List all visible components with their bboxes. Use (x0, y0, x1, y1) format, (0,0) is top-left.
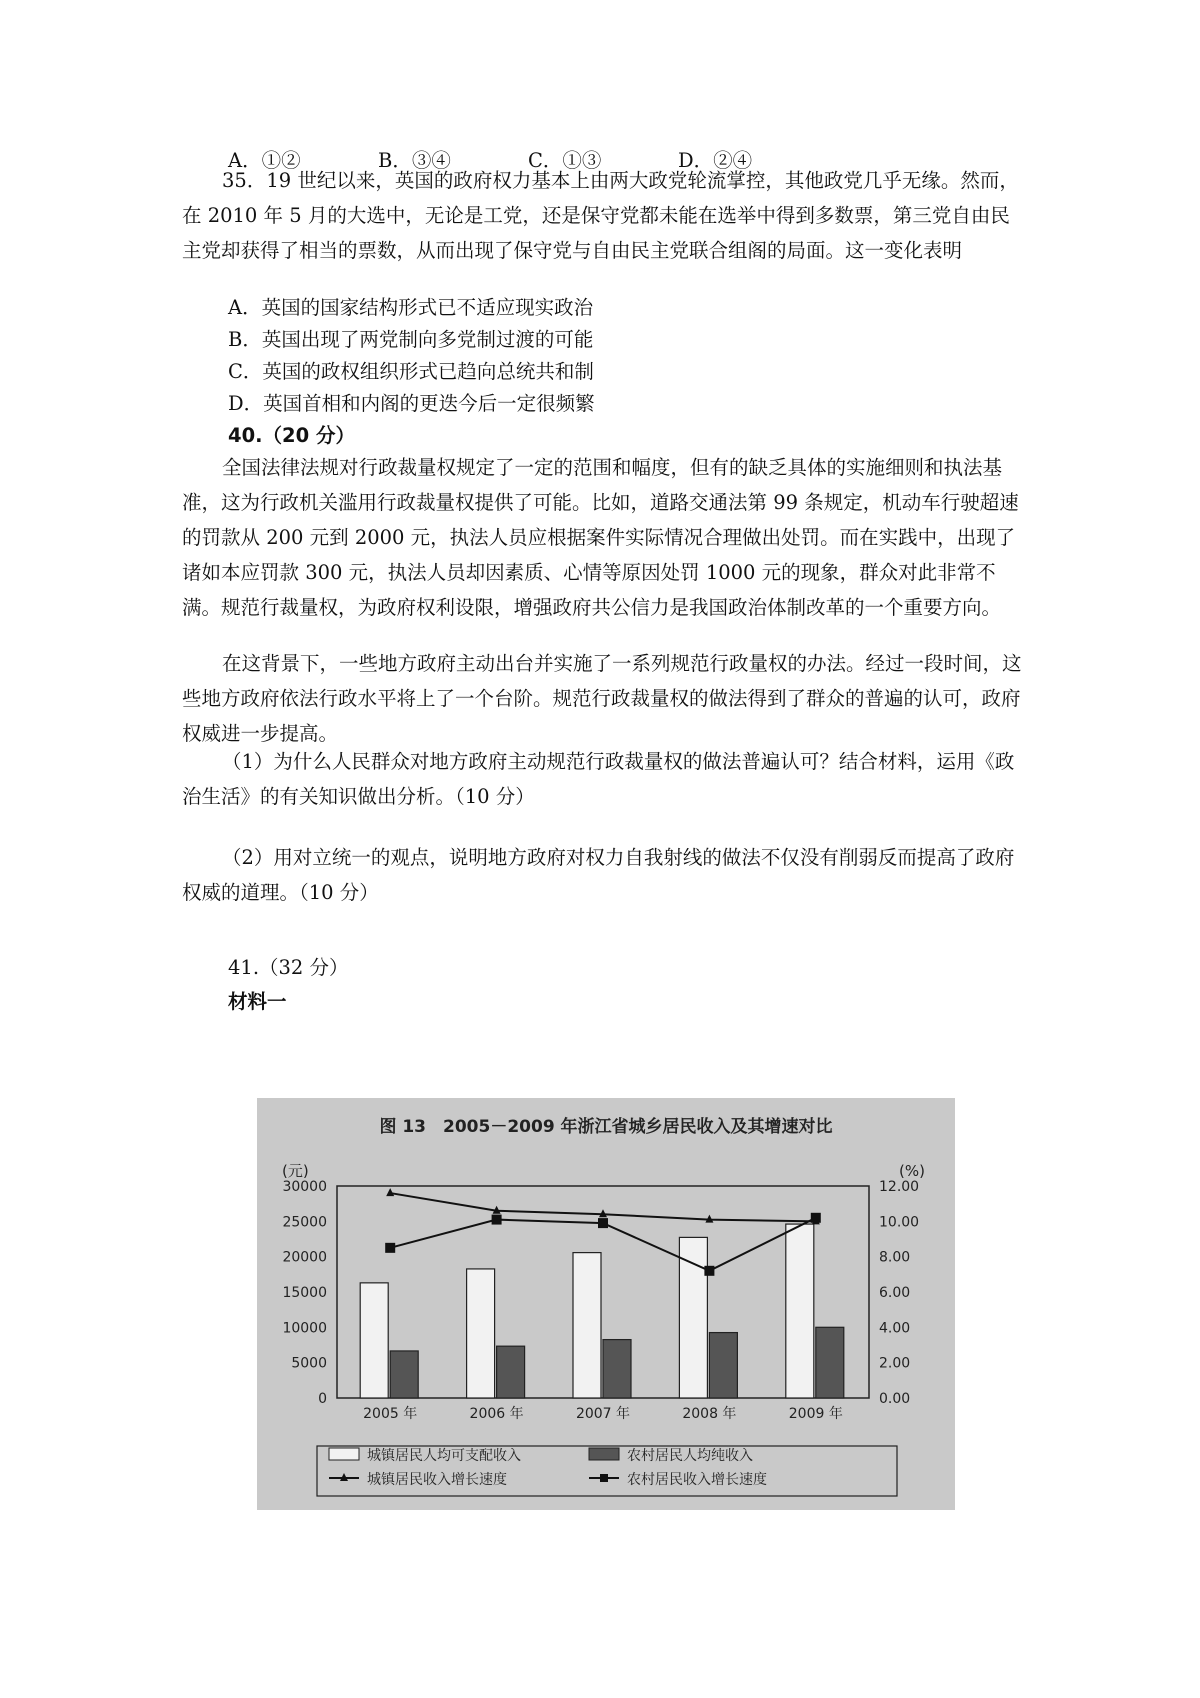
x-tick-label: 2005 年 (363, 1406, 418, 1422)
legend-swatch (589, 1448, 619, 1460)
right-tick-label: 12.00 (879, 1179, 920, 1195)
rural-growth-point (492, 1215, 502, 1225)
legend-label: 城镇居民收入增长速度 (367, 1472, 507, 1488)
rural-income-bar (709, 1333, 737, 1398)
urban-income-bar (679, 1237, 707, 1398)
rural-income-bar (603, 1340, 631, 1398)
choice-d[interactable]: D．②④ (678, 149, 753, 172)
rural-income-bar (497, 1346, 525, 1398)
chart-legend (317, 1446, 897, 1496)
left-tick-label: 20000 (282, 1249, 327, 1266)
urban-income-bar (786, 1224, 814, 1398)
left-tick-label: 30000 (282, 1179, 327, 1195)
urban-income-bar (360, 1283, 388, 1398)
q40-heading: 40.（20 分） (228, 424, 355, 447)
left-tick-label: 15000 (282, 1285, 327, 1301)
choice-c[interactable]: C．①③ (528, 149, 602, 172)
q40-subquestion-1: （1）为什么人民群众对地方政府主动规范行政裁量权的做法普遍认可？结合材料，运用《政治生活》的有关知识做出分析。（10 分） (182, 750, 1015, 808)
x-tick-label: 2006 年 (469, 1406, 524, 1422)
rural-growth-point (385, 1243, 395, 1253)
right-tick-label: 2.00 (879, 1355, 911, 1372)
q35-option-b[interactable]: B．英国出现了两党制向多党制过渡的可能 (228, 328, 594, 351)
left-tick-label: 25000 (282, 1214, 327, 1231)
q40-subquestion-2: （2）用对立统一的观点，说明地方政府对权力自我射线的做法不仅没有削弱反而提高了政府权威的道理。（10 分） (182, 846, 1015, 904)
legend-label: 农村居民人均纯收入 (627, 1448, 753, 1464)
q35-stem: 35．19 世纪以来，英国的政府权力基本上由两大政党轮流掌控，其他政党几乎无缘。然而，在 2010 年 5 月的大选中，无论是工党，还是保守党都未能在选举中得到多数票，第三党自由民主党却获得了相当的票数，从而出现了保守党与自由民主党联合组阁的局面。这一变化表明 (182, 169, 1019, 262)
rural-growth-point (704, 1266, 714, 1276)
x-tick-label: 2009 年 (788, 1406, 843, 1422)
left-tick-label: 5000 (291, 1355, 327, 1372)
q40-paragraph-1: 全国法律法规对行政裁量权规定了一定的范围和幅度，但有的缺乏具体的实施细则和执法基准，这为行政机关滥用行政裁量权提供了可能。比如，道路交通法第 99 条规定，机动车行驶超速的罚款从 200 元到 2000 元，执法人员应根据案件实际情况合理做出处罚。而在实践中，出现了诸如本应罚款 300 元，执法人员却因素质、心情等原因处罚 1000 元的现象，群众对此非常不满。规范行裁量权，为政府权利设限，增强政府共公信力是我国政治体制改革的一个重要方向。 (182, 456, 1019, 619)
right-tick-label: 8.00 (879, 1249, 911, 1266)
right-tick-label: 10.00 (879, 1214, 920, 1231)
legend-swatch (329, 1448, 359, 1460)
legend-label: 农村居民收入增长速度 (627, 1472, 767, 1488)
choice-b[interactable]: B．③④ (378, 149, 451, 172)
right-tick-label: 6.00 (879, 1285, 911, 1301)
x-tick-label: 2008 年 (682, 1406, 737, 1422)
income-chart-svg (257, 1098, 955, 1510)
x-tick-label: 2007 年 (575, 1406, 631, 1422)
urban-growth-point (386, 1188, 394, 1196)
left-tick-label: 0 (318, 1391, 327, 1407)
rural-income-bar (816, 1327, 844, 1398)
left-axis-unit: (元) (282, 1162, 309, 1180)
legend-label: 城镇居民人均可支配收入 (367, 1448, 521, 1464)
q41-heading: 41.（32 分） (228, 956, 349, 979)
rural-growth-point (598, 1218, 608, 1228)
urban-income-bar (467, 1269, 495, 1398)
rural-growth-point (811, 1213, 821, 1223)
q35-option-d[interactable]: D．英国首相和内阁的更迭今后一定很频繁 (228, 392, 595, 415)
right-axis-unit: (%) (899, 1162, 925, 1180)
right-tick-label: 0.00 (879, 1391, 911, 1407)
q40-paragraph-2: 在这背景下，一些地方政府主动出台并实施了一系列规范行政量权的办法。经过一段时间，这些地方政府依法行政水平将上了一个台阶。规范行政裁量权的做法得到了群众的普遍的认可，政府权威进一步提高。 (182, 652, 1022, 745)
choice-a[interactable]: A．①② (228, 149, 301, 172)
chart-title: 图 13 2005－2009 年浙江省城乡居民收入及其增速对比 (379, 1117, 833, 1137)
material-label: 材料一 (228, 990, 287, 1013)
income-chart (257, 1098, 955, 1510)
urban-income-bar (573, 1253, 601, 1398)
right-tick-label: 4.00 (879, 1320, 911, 1337)
left-tick-label: 10000 (282, 1320, 327, 1337)
q35-option-a[interactable]: A．英国的国家结构形式已不适应现实政治 (228, 296, 594, 319)
q35-option-c[interactable]: C．英国的政权组织形式已趋向总统共和制 (228, 360, 594, 383)
rural-income-bar (390, 1351, 418, 1398)
legend-marker (600, 1474, 608, 1482)
